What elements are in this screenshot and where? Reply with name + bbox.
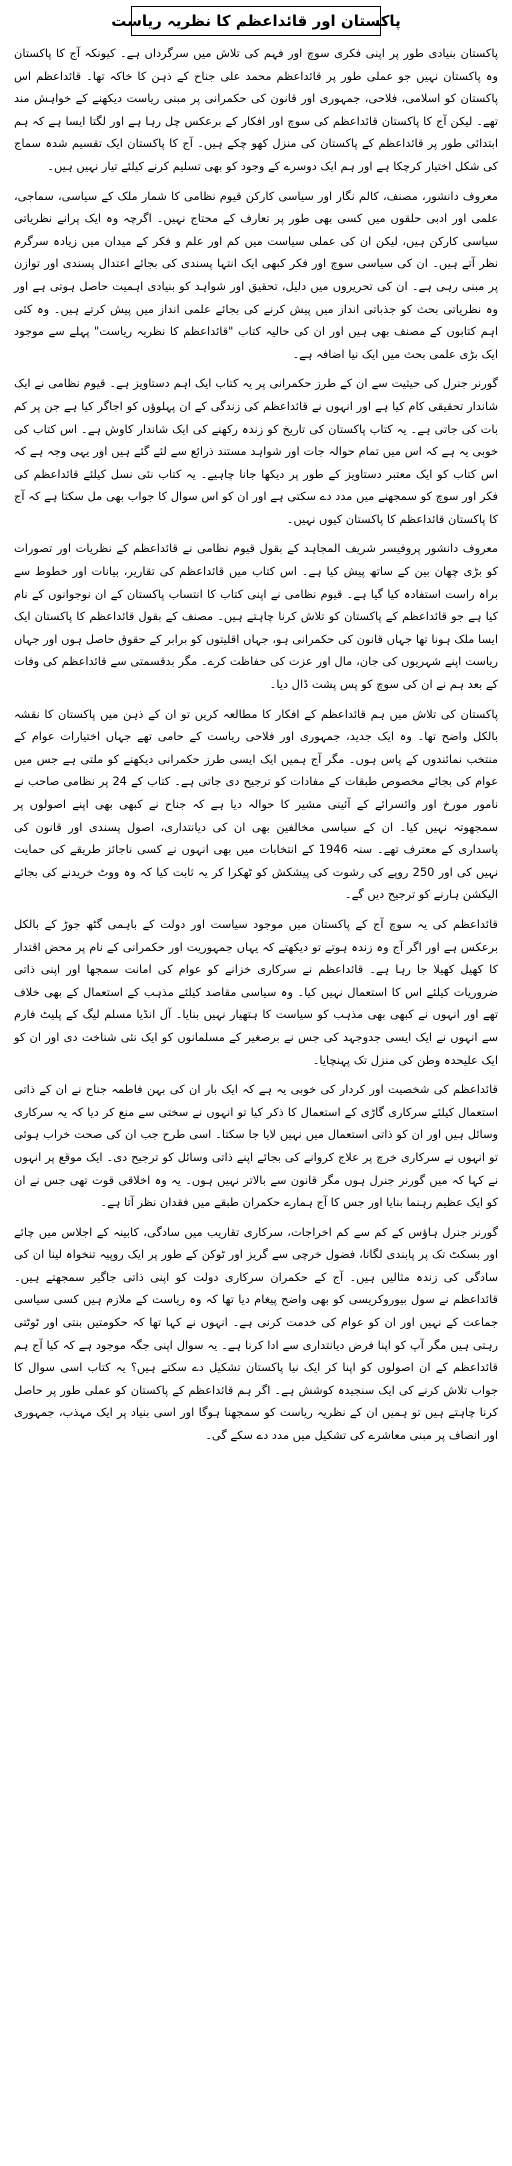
paragraph: قائداعظم کی شخصیت اور کردار کی خوبی یہ ہے کہ ایک بار ان کی بہن فاطمہ جناح نے ان کے ذاتی استعمال کیلئے سرکاری گاڑی کے استعمال کا ذکر کیا تو انہوں نے سختی سے منع کر دیا کہ یہ سرکاری وسائل ہیں اور ان کو ذاتی استعمال میں نہیں لایا جا سکتا۔ اسی طرح جب ان کی صحت خراب ہوئی تو انہوں نے سرکاری خرچ پر علاج کروانے کی بجائے اپنے ذاتی وسائل کو ترجیح دی۔ ایک موقع پر انہوں نے کہا کہ میں گورنر جنرل ہوں مگر قانون سے بالاتر نہیں ہوں۔ یہ وہ اخلاقی قوت تھی جس نے ان کو ایک عظیم رہنما بنایا اور جس کا آج ہمارے حکمران طبقے میں فقدان نظر آتا ہے۔ bbox=[14, 1082, 498, 1210]
headline-box bbox=[111, 6, 401, 36]
paragraph: گورنر جنرل ہاؤس کے کم سے کم اخراجات، سرکاری تقاریب میں سادگی، کابینہ کے اجلاس میں چائے اور بسکٹ تک پر پابندی لگانا، فضول خرچی سے گریز اور ٹوکن کے طور پر ایک روپیہ تنخواہ لینا ان کی سادگی کی زندہ مثالیں ہیں۔ آج کے حکمران سرکاری دولت کو اپنی ذاتی جاگیر سمجھتے ہیں۔ قائداعظم نے سول بیوروکریسی کو بھی واضح پیغام دیا تھا کہ وہ ریاست کے ملازم ہیں کسی سیاسی جماعت کے نہیں اور ان کو عوام کی خدمت کرنی ہے۔ انہوں نے کہا تھا کہ حکومتیں بنتی اور ٹوٹتی رہتی ہیں مگر آپ کو اپنا فرض دیانتداری سے ادا کرنا ہے۔ یہ سوال اپنی جگہ موجود ہے کہ کیا آج ہم قائداعظم کے ان اصولوں کو اپنا کر ایک نیا پاکستان تشکیل دے سکتے ہیں؟ یہ کتاب اسی سوال کا جواب تلاش کرنے کی ایک سنجیدہ کوشش ہے۔ اگر ہم قائداعظم کے پاکستان کو عملی طور پر حاصل کرنا چاہتے ہیں تو ہمیں ان کے نظریہ ریاست کو سمجھنا ہوگا اور اسی بنیاد پر ایک مہذب، جمہوری اور انصاف پر مبنی معاشرے کی تشکیل میں مدد دے سکے گی۔ bbox=[14, 1224, 498, 1443]
paragraph: پاکستان بنیادی طور پر اپنی فکری سوچ اور فہم کی تلاش میں سرگرداں ہے۔ کیونکہ آج کا پاکستان وہ پاکستان نہیں جو عملی طور پر قائداعظم محمد علی جناح کے ذہن کا خاکہ تھا۔ قائداعظم اس پاکستان کو اسلامی، فلاحی، جمہوری اور قانون کی حکمرانی پر مبنی ریاست دیکھنے کے خواہش مند تھے۔ لیکن آج کا پاکستان قائداعظم کی سوچ اور افکار کے برعکس چل رہا ہے اور لگتا ایسا ہے کہ ہم ابتدائی طور پر قائداعظم کے پاکستان کی منزل کھو چکے ہیں۔ آج کا پاکستان ایک تقسیم شدہ سماج کی شکل اختیار کرچکا ہے اور ہم ایک دوسرے کے وجود کو بھی تسلیم کرنے کیلئے تیار نہیں ہیں۔ bbox=[14, 46, 498, 173]
paragraph: قائداعظم کی یہ سوچ آج کے پاکستان میں موجود سیاست اور دولت کے باہمی گٹھ جوڑ کے بالکل برعکس ہے اور اگر آج وہ زندہ ہوتے تو دیکھتے کہ یہاں جمہوریت اور حکمرانی کے نام پر محض اقتدار کا کھیل کھیلا جا رہا ہے۔ قائداعظم نے سرکاری خزانے کو عوام کی امانت سمجھا اور اپنی ذاتی ضروریات کیلئے اس کا استعمال نہیں کیا۔ وہ سیاسی مقاصد کیلئے مذہب کے استعمال کے بھی خلاف تھے اور انہوں نے کبھی بھی مذہب کو سیاست کا ہتھیار نہیں بنایا۔ آل انڈیا مسلم لیگ کے پلیٹ فارم سے انہوں نے ایک ایسی جدوجہد کی جس نے برصغیر کے مسلمانوں کو ایک نئی شناخت دی اور ان کو ایک علیحدہ وطن کی منزل تک پہنچایا۔ bbox=[14, 916, 498, 1067]
paragraph: معروف دانشور پروفیسر شریف المجاہد کے بقول قیوم نظامی نے قائداعظم کے نظریات اور تصورات کو بڑی چھان بین کے ساتھ پیش کیا ہے۔ اس کتاب میں قائداعظم کی تقاریر، بیانات اور خطوط سے براہ راست استفادہ کیا گیا ہے۔ قیوم نظامی نے اپنی کتاب کا انتساب پاکستان کے ان نوجوانوں کے نام کیا ہے جو قائداعظم کے پاکستان کو تلاش کرنا چاہتے ہیں۔ مصنف کے بقول قائداعظم کا پاکستان ایک ایسا ملک ہونا تھا جہاں قانون کی حکمرانی ہو، جہاں اقلیتوں کو برابر کے حقوق حاصل ہوں اور جہاں ریاست اپنے شہریوں کی جان، مال اور عزت کی حفاظت کرے۔ مگر بدقسمتی سے قائداعظم کی وفات کے بعد ہم نے ان کی سوچ کو پس پشت ڈال دیا۔ bbox=[14, 541, 498, 692]
paragraph: پاکستان کی تلاش میں ہم قائداعظم کے افکار کا مطالعہ کریں تو ان کے ذہن میں پاکستان کا نقشہ بالکل واضح تھا۔ وہ ایک جدید، جمہوری اور فلاحی ریاست کے حامی تھے جہاں اختیارات عوام کے منتخب نمائندوں کے پاس ہوں۔ مگر آج ہمیں ایک ایسی طرز حکمرانی دیکھنے کو ملتی ہے جس میں عوام کی بجائے مخصوص طبقات کے مفادات کو ترجیح دی جاتی ہے۔ کتاب کے 24 پر نظامی صاحب نے نامور مورخ اور وائسرائے کے آئینی مشیر کا حوالہ دیا ہے کہ جناح نے کبھی بھی اپنے اصولوں پر سمجھوتہ نہیں کیا۔ ان کے سیاسی مخالفین بھی ان کی دیانتداری، اصول پسندی اور قانون کی پاسداری کے معترف تھے۔ سنہ 1946 کے انتخابات میں بھی انہوں نے کسی ناجائز طریقے کی حمایت نہیں کی اور 250 روپے کی رشوت کی پیشکش کو ٹھکرا کر یہ ثابت کیا کہ وہ ووٹ خریدنے کی بجائے الیکشن ہارنے کو ترجیح دیں گے۔ bbox=[14, 706, 499, 902]
article-body bbox=[14, 42, 498, 1447]
paragraph: گورنر جنرل کی حیثیت سے ان کے طرز حکمرانی پر یہ کتاب ایک اہم دستاویز ہے۔ قیوم نظامی نے ایک شاندار تحقیقی کام کیا ہے اور انہوں نے قائداعظم کی زندگی کے ان پہلوؤں کو اجاگر کیا ہے جن پر کم بات کی جاتی ہے۔ یہ کتاب پاکستان کی تاریخ کو زندہ رکھنے کی ایک شاندار کاوش ہے۔ اس کتاب کی خوبی یہ ہے کہ اس میں تمام حوالہ جات اور شواہد مستند ذرائع سے لئے گئے ہیں اور یہی وجہ ہے کہ اس کتاب کو ایک معتبر دستاویز کے طور پر دیکھا جانا چاہیے۔ یہ کتاب نئی نسل کیلئے قائداعظم کی فکر اور سوچ کو سمجھنے میں مدد دے سکتی ہے اور ان کو اس سوال کا جواب بھی مل سکتا ہے کہ آج کا پاکستان قائداعظم کا پاکستان کیوں نہیں۔ bbox=[14, 376, 498, 526]
paragraph: معروف دانشور، مصنف، کالم نگار اور سیاسی کارکن قیوم نظامی کا شمار ملک کے سیاسی، سماجی، علمی اور ادبی حلقوں میں کسی بھی طور پر تعارف کے محتاج نہیں۔ اگرچہ وہ ایک پرانے نظریاتی سیاسی کارکن ہیں، لیکن ان کی عملی سیاست میں کم اور علم و فکر کے میدان میں زیادہ سرگرم نظر آتے ہیں۔ ان کی سیاسی سوچ اور فکر کبھی ایک انتہا پسندی کی بجائے اعتدال پسندی اور توازن پر مبنی رہی ہے۔ ان کی تحریروں میں دلیل، تحقیق اور شواہد کو بنیادی اہمیت حاصل ہوتی ہے اور وہ نظریاتی بحث کو جذباتی انداز میں پیش کرنے کی بجائے علمی انداز میں پیش کرتے ہیں۔ وہ کئی اہم کتابوں کے مصنف بھی ہیں اور ان کی حالیہ کتاب "قائداعظم کا نظریہ ریاست" پہلے سے موجود ایک بڑی علمی بحث میں ایک نیا اضافہ ہے۔ bbox=[14, 188, 498, 361]
headline: پاکستان اور قائداعظم کا نظریہ ریاست bbox=[111, 12, 401, 30]
